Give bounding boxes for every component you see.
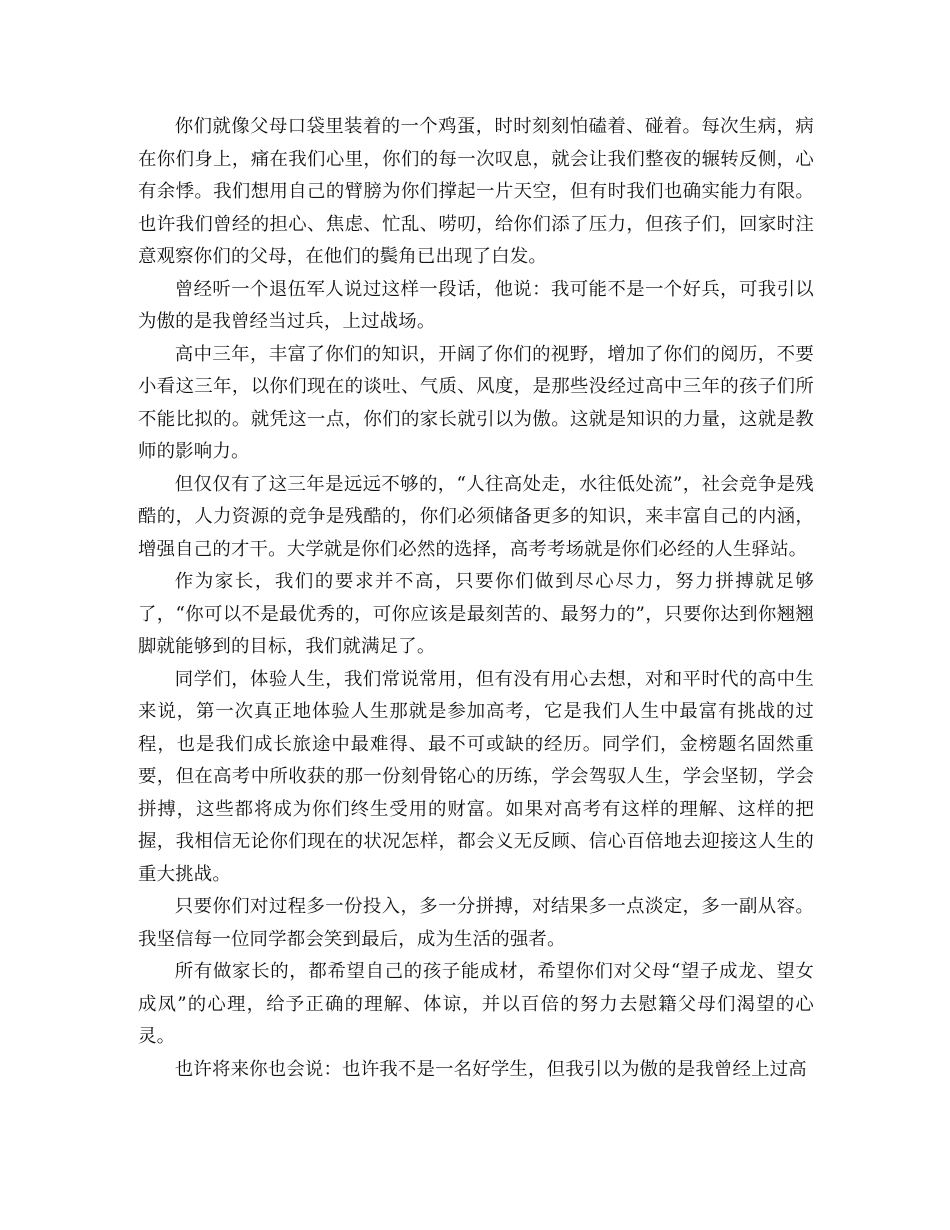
paragraph: 所有做家长的，都希望自己的孩子能成材，希望你们对父母“望子成龙、望女成凤”的心理，给予正确的理解、体谅，并以百倍的努力去慰籍父母们渴望的心灵。: [138, 961, 814, 1047]
paragraph: 只要你们对过程多一份投入，多一分拼搏，对结果多一点淡定，多一副从容。我坚信每一位同学都会笑到最后，成为生活的强者。: [138, 896, 814, 950]
paragraph: 但仅仅有了这三年是远远不够的，“人往高处走，水往低处流”，社会竞争是残酷的，人力资源的竞争是残酷的，你们必须储备更多的知识，来丰富自己的内涵，增强自己的才干。大学就是你们必然的选择，高考考场就是你们必经的人生驿站。: [138, 473, 814, 560]
paragraph: 作为家长，我们的要求并不高，只要你们做到尽心尽力，努力拼搏就足够了，“你可以不是最优秀的，可你应该是最刻苦的、最努力的”，只要你达到你翘翘脚就能够到的目标，我们就满足了。: [138, 571, 814, 657]
paragraph: 曾经听一个退伍军人说过这样一段话，他说：我可能不是一个好兵，可我引以为傲的是我曾经当过兵，上过战场。: [138, 278, 814, 332]
paragraph: 你们就像父母口袋里装着的一个鸡蛋，时时刻刻怕磕着、碰着。每次生病，病在你们身上，痛在我们心里，你们的每一次叹息，就会让我们整夜的辗转反侧，心有余悸。我们想用自己的臂膀为你们撑起一片天空，但有时我们也确实能力有限。也许我们曾经的担心、焦虑、忙乱、唠叨，给你们添了压力，但孩子们，回家时注意观察你们的父母，在他们的鬓角已出现了白发。: [138, 116, 814, 267]
paragraph: 也许将来你也会说：也许我不是一名好学生，但我引以为傲的是我曾经上过高: [174, 1058, 807, 1080]
paragraph: 同学们，体验人生，我们常说常用，但有没有用心去想，对和平时代的高中生来说，第一次真正地体验人生那就是参加高考，它是我们人生中最富有挑战的过程，也是我们成长旅途中最难得、最不可或缺的经历。同学们，金榜题名固然重要，但在高考中所收获的那一份刻骨铭心的历练，学会驾驭人生，学会坚韧，学会拼搏，这些都将成为你们终生受用的财富。如果对高考有这样的理解、这样的把握，我相信无论你们现在的状况怎样，都会义无反顾、信心百倍地去迎接这人生的重大挑战。: [138, 668, 814, 885]
document-page: [138, 111, 814, 1086]
paragraph: 高中三年，丰富了你们的知识，开阔了你们的视野，增加了你们的阅历，不要小看这三年，以你们现在的谈吐、气质、风度，是那些没经过高中三年的孩子们所不能比拟的。就凭这一点，你们的家长就引以为傲。这就是知识的力量，这就是教师的影响力。: [138, 343, 814, 462]
